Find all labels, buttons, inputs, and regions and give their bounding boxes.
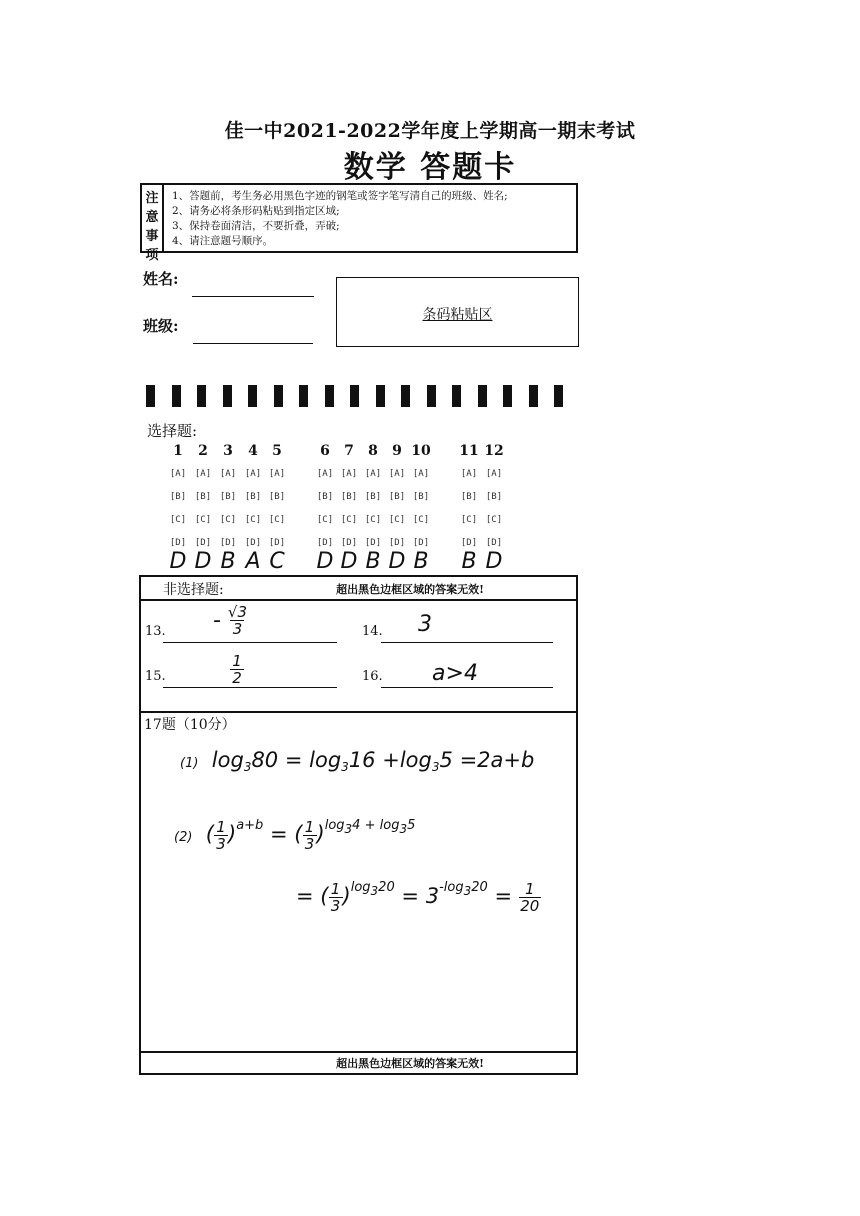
marker-block xyxy=(427,385,436,407)
notice-head-char: 注 xyxy=(145,191,159,206)
blank-15-line[interactable] xyxy=(163,687,337,688)
mc-option-bubble[interactable]: [B] xyxy=(316,492,334,502)
marker-block xyxy=(554,385,563,407)
blank-13-line[interactable] xyxy=(163,642,337,643)
boundary-warning-top: 超出黑色边框区域的答案无效! xyxy=(336,583,484,596)
blank-13-answer: - $\frac{√3}{3}$ xyxy=(212,603,248,638)
mc-handwritten-answer: B xyxy=(220,549,236,574)
mc-option-bubble[interactable]: [C] xyxy=(169,515,187,525)
mc-option-bubble[interactable]: [C] xyxy=(364,515,382,525)
marker-block xyxy=(401,385,410,407)
mc-option-bubble[interactable]: [B] xyxy=(364,492,382,502)
mc-option-bubble[interactable]: [D] xyxy=(316,538,334,548)
mc-option-bubble[interactable]: [C] xyxy=(460,515,478,525)
mc-option-bubble[interactable]: [A] xyxy=(388,469,406,479)
mc-option-bubble[interactable]: [D] xyxy=(268,538,286,548)
mc-option-bubble[interactable]: [A] xyxy=(316,469,334,479)
marker-block xyxy=(478,385,487,407)
mc-option-bubble[interactable]: [C] xyxy=(316,515,334,525)
q17-part2-line1: (2) ( $\frac{1}{3}$ )$^{a+b}$ = ( $\frac{1}{3}$ )$^{log_34 + log_35}$ xyxy=(174,817,416,853)
class-field[interactable] xyxy=(193,343,313,344)
mc-option-bubble[interactable]: [A] xyxy=(268,469,286,479)
mc-option-bubble[interactable]: [D] xyxy=(388,538,406,548)
marker-block xyxy=(350,385,359,407)
mc-question-number: 9 xyxy=(392,443,402,459)
mc-option-bubble[interactable]: [D] xyxy=(460,538,478,548)
mc-option-bubble[interactable]: [C] xyxy=(485,515,503,525)
mc-option-bubble[interactable]: [D] xyxy=(364,538,382,548)
mc-option-bubble[interactable]: [B] xyxy=(340,492,358,502)
marker-block xyxy=(274,385,283,407)
mc-question-number: 5 xyxy=(272,443,282,459)
scanner-marker-strip xyxy=(146,385,578,407)
blank-16-number: 16. xyxy=(362,669,383,684)
mc-option-bubble[interactable]: [D] xyxy=(194,538,212,548)
mc-option-bubble[interactable]: [C] xyxy=(388,515,406,525)
blank-14-answer: 3 xyxy=(418,612,432,637)
marker-block xyxy=(197,385,206,407)
blank-14-number: 14. xyxy=(362,624,383,639)
q17-part2-line2: = ( $\frac{1}{3}$ )$^{log_320} = 3^{-log_320}$ = $\frac{1}{20}$ xyxy=(296,879,540,915)
mc-option-bubble[interactable]: [A] xyxy=(364,469,382,479)
answer-card-title: 数学 答题卡 xyxy=(343,150,517,185)
mc-question-number: 2 xyxy=(198,443,208,459)
mc-option-bubble[interactable]: [C] xyxy=(194,515,212,525)
mc-option-bubble[interactable]: [A] xyxy=(460,469,478,479)
mc-option-bubble[interactable]: [C] xyxy=(412,515,430,525)
notice-item: 1、答题前，考生务必用黑色字迹的钢笔或签字笔写清自己的班级、姓名; xyxy=(172,190,508,202)
notice-item: 4、请注意题号顺序。 xyxy=(172,235,274,247)
marker-block xyxy=(146,385,155,407)
marker-block xyxy=(172,385,181,407)
mc-option-bubble[interactable]: [A] xyxy=(194,469,212,479)
notice-head-char: 事 xyxy=(145,229,159,244)
notice-head-char: 项 xyxy=(145,248,159,263)
mc-question-number: 8 xyxy=(368,443,378,459)
barcode-area xyxy=(336,277,579,347)
mc-option-bubble[interactable]: [B] xyxy=(460,492,478,502)
barcode-label: 条码粘贴区 xyxy=(422,307,493,323)
mc-option-bubble[interactable]: [B] xyxy=(244,492,262,502)
name-field[interactable] xyxy=(192,296,314,297)
marker-block xyxy=(376,385,385,407)
notice-heading xyxy=(142,185,164,263)
mc-option-bubble[interactable]: [A] xyxy=(244,469,262,479)
mc-handwritten-answer: D xyxy=(194,549,212,574)
notice-head-char: 意 xyxy=(145,210,159,225)
mc-option-bubble[interactable]: [B] xyxy=(219,492,237,502)
marker-block xyxy=(248,385,257,407)
mc-section-title: 选择题: xyxy=(147,422,198,440)
blank-14-line[interactable] xyxy=(381,642,553,643)
mc-question-number: 6 xyxy=(320,443,330,459)
mc-question-number: 3 xyxy=(223,443,233,459)
mc-handwritten-answer: D xyxy=(485,549,503,574)
mc-question-number: 12 xyxy=(484,443,504,459)
mc-option-bubble[interactable]: [B] xyxy=(169,492,187,502)
notice-box xyxy=(140,183,578,263)
mc-question-number: 4 xyxy=(248,443,258,459)
mc-option-bubble[interactable]: [A] xyxy=(169,469,187,479)
mc-handwritten-answer: A xyxy=(245,549,261,574)
mc-option-bubble[interactable]: [D] xyxy=(485,538,503,548)
mc-option-bubble[interactable]: [B] xyxy=(388,492,406,502)
mc-handwritten-answer: B xyxy=(365,549,381,574)
divider xyxy=(141,711,576,713)
mc-option-bubble[interactable]: [B] xyxy=(485,492,503,502)
mc-option-bubble[interactable]: [D] xyxy=(412,538,430,548)
mc-question-number: 1 xyxy=(173,443,183,459)
fraction: $\frac{√3}{3}$ xyxy=(227,603,248,638)
mc-option-bubble[interactable]: [B] xyxy=(194,492,212,502)
mc-option-bubble[interactable]: [D] xyxy=(219,538,237,548)
marker-block xyxy=(223,385,232,407)
blank-16-line[interactable] xyxy=(381,687,553,688)
blank-15-number: 15. xyxy=(145,669,166,684)
mc-handwritten-answer: D xyxy=(169,549,187,574)
mc-question-number: 7 xyxy=(344,443,354,459)
marker-block xyxy=(325,385,334,407)
name-label: 姓名: xyxy=(143,270,179,288)
mc-option-bubble[interactable]: [D] xyxy=(340,538,358,548)
blank-16-answer: a>4 xyxy=(432,661,478,686)
mc-option-bubble[interactable]: [A] xyxy=(340,469,358,479)
boundary-warning-bottom: 超出黑色边框区域的答案无效! xyxy=(336,1057,484,1070)
class-label: 班级: xyxy=(143,317,179,335)
notice-list xyxy=(172,189,572,249)
mc-question-number: 11 xyxy=(459,443,479,459)
mc-option-bubble[interactable]: [A] xyxy=(412,469,430,479)
mc-option-bubble[interactable]: [C] xyxy=(268,515,286,525)
mc-option-bubble[interactable]: [D] xyxy=(244,538,262,548)
mc-option-bubble[interactable]: [C] xyxy=(340,515,358,525)
blank-15-answer xyxy=(222,653,252,686)
marker-block xyxy=(299,385,308,407)
marker-block xyxy=(529,385,538,407)
mc-handwritten-answer: D xyxy=(340,549,358,574)
mc-handwritten-answer: D xyxy=(316,549,334,574)
mc-handwritten-answer: D xyxy=(388,549,406,574)
mc-option-bubble[interactable]: [C] xyxy=(219,515,237,525)
notice-item: 2、请务必将条形码粘贴到指定区域; xyxy=(172,205,340,217)
marker-block xyxy=(452,385,461,407)
mc-option-bubble[interactable]: [B] xyxy=(412,492,430,502)
q17-title: 17题（10分） xyxy=(144,717,236,733)
mc-option-bubble[interactable]: [B] xyxy=(268,492,286,502)
marker-block xyxy=(503,385,512,407)
exam-title: 佳一中2021-2022学年度上学期高一期末考试 xyxy=(224,120,636,142)
mc-question-number: 10 xyxy=(411,443,431,459)
notice-item: 3、保持卷面清洁，不要折叠，弄破; xyxy=(172,220,340,232)
mc-handwritten-answer: B xyxy=(413,549,429,574)
mc-option-bubble[interactable]: [D] xyxy=(169,538,187,548)
divider xyxy=(141,1051,576,1053)
blank-13-number: 13. xyxy=(145,624,166,639)
fraction: $\frac{1}{2}$ xyxy=(230,653,244,686)
mc-option-bubble[interactable]: [A] xyxy=(219,469,237,479)
q17-part1-work: (1) $\log_380 = \log_316 +\log_35 =2a+b$ xyxy=(180,748,535,774)
free-section-title: 非选择题: xyxy=(163,582,224,598)
mc-handwritten-answer: B xyxy=(461,549,477,574)
divider xyxy=(141,599,576,601)
mc-option-bubble[interactable]: [A] xyxy=(485,469,503,479)
mc-handwritten-answer: C xyxy=(269,549,285,574)
mc-option-bubble[interactable]: [C] xyxy=(244,515,262,525)
